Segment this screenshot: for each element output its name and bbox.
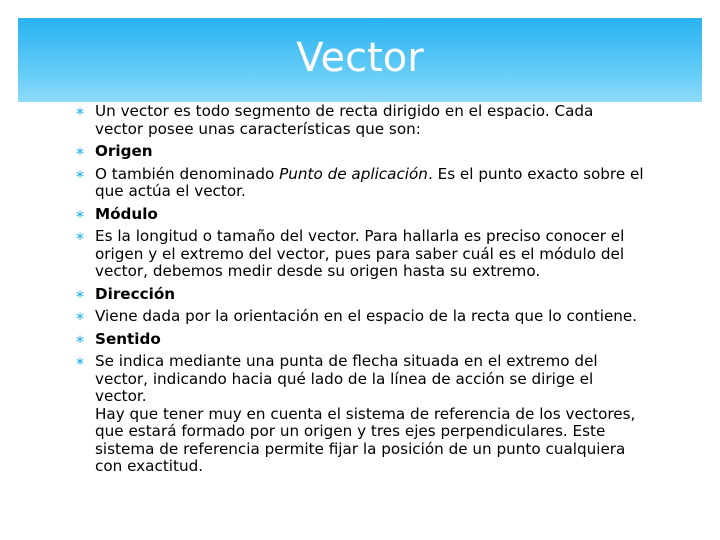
list-item-modulo-desc [75, 228, 645, 281]
item-heading: Dirección [95, 284, 176, 303]
bullet-icon: ∗ [75, 229, 86, 243]
bullet-icon: ∗ [75, 104, 86, 118]
list-item-modulo-heading [75, 206, 645, 224]
list-item-origen-desc [75, 166, 645, 201]
list-item-origen-heading [75, 143, 645, 161]
bullet-icon: ∗ [75, 166, 86, 181]
list-item-intro [75, 103, 645, 138]
list-item-direccion-heading [75, 286, 645, 304]
slide-title: Vector [296, 35, 424, 81]
item-text: Se indica mediante una punta de flecha situada en el extremo del vector, indicando hacia qué lado de la línea de acción se dirige el vector. [95, 352, 598, 405]
list-item-sentido-heading [75, 331, 645, 349]
item-text-before: O también denominado [95, 164, 280, 183]
item-continuation: Hay que tener muy en cuenta el sistema de referencia de los vectores, que estará formado por un origen y tres ejes perpendiculares. Este sistema de referencia permite fijar la posición de un punto cualquiera con exactitud. [95, 404, 636, 475]
bullet-icon: ∗ [75, 309, 86, 323]
bullet-icon: ∗ [75, 354, 86, 368]
list-item-sentido-desc [75, 353, 645, 476]
list-item-direccion-desc [75, 308, 645, 326]
bullet-icon: ∗ [75, 206, 86, 221]
item-heading: Módulo [95, 204, 158, 223]
item-text-after: . Es el punto exacto sobre el que actúa el vector. [95, 164, 644, 200]
item-text: Viene dada por la orientación en el espacio de la recta que lo contiene. [95, 307, 638, 325]
bullet-icon: ∗ [75, 144, 86, 158]
item-heading: Sentido [95, 329, 161, 348]
item-text-italic: Punto de aplicación [279, 164, 428, 183]
bullet-icon: ∗ [75, 286, 86, 301]
bullet-list [75, 103, 645, 481]
item-heading: Origen [95, 142, 153, 160]
bullet-icon: ∗ [75, 331, 86, 346]
item-text: Es la longitud o tamaño del vector. Para hallarla es preciso conocer el origen y el extremo del vector, pues para saber cuál es el módulo del vector, debemos medir desde su origen hasta su extremo. [95, 227, 625, 280]
item-text: Un vector es todo segmento de recta dirigido en el espacio. Cada vector posee unas características que son: [95, 102, 594, 138]
